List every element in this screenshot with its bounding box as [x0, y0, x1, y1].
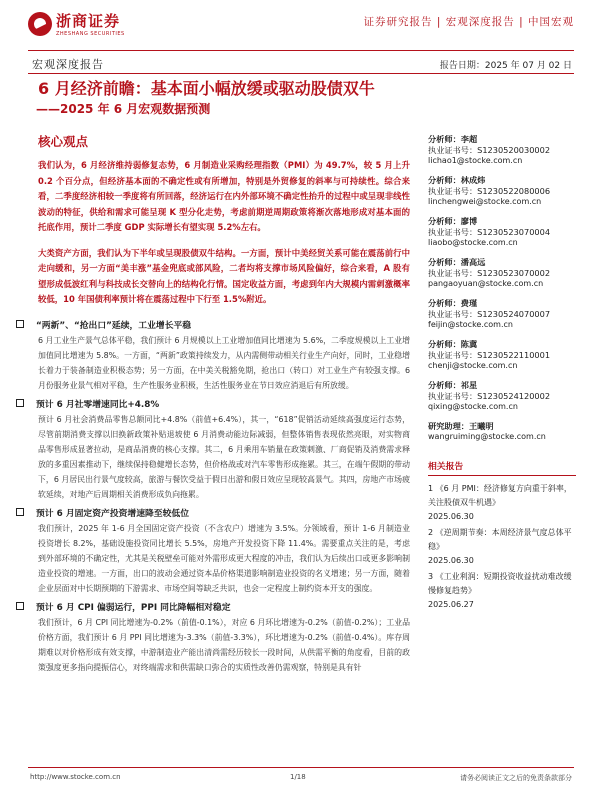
analyst-card — [428, 175, 576, 206]
related-report-item[interactable] — [428, 482, 576, 524]
analyst-email[interactable]: chenji@stocke.com.cn — [428, 361, 518, 370]
section-body: 预计 6 月社会消费品零售总额同比+4.8%（前值+6.4%），其一，“618”促销活动延续高强度运行态势，尽管前期消费支撑以旧换新政策补贴退坡使 6 月消费动能边际减弱，但整体销售表现依然亮眼，对实物商品零售形成显著拉动，是商品消费的核心支撑。其二，6 月乘用车销量在政策刺激、厂商促销及消费需求释放的多重因素推动下，继续保持稳健增长态势，但价格战或对汽车零售形成拖累。其三，在端午假期的带动下，6 月居民出行景气度较高，旅游与餐饮受益于假日出游和假日效应呈现较高景气。其四，房地产市场疲软延续，对地产后周期相关消费形成负向拖累。 — [38, 414, 410, 499]
page-title: 6 月经济前瞻：基本面小幅放缓或驱动股债双牛 — [38, 79, 375, 98]
section-heading: 预计 6 月社零增速同比+4.8% — [36, 399, 160, 410]
related-report-title[interactable]: 1 《6 月 PMI：经济修复方向重于斜率，关注股债双牛机遇》 — [428, 484, 572, 507]
analyst-cert: 执业证书号：S1230520030002 — [428, 145, 551, 155]
analyst-name: 分析师：祁星 — [428, 380, 478, 390]
analyst-name: 分析师：陈冀 — [428, 339, 478, 349]
related-report-date: 2025.06.27 — [428, 600, 474, 609]
core-views — [38, 158, 410, 308]
section-heading: 预计 6 月固定资产投资增速降至较低位 — [36, 508, 189, 519]
analyst-card — [428, 339, 576, 370]
checkbox-bullet-icon — [16, 508, 24, 516]
related-reports-list — [428, 482, 576, 612]
analyst-card — [428, 380, 576, 411]
related-report-item[interactable] — [428, 526, 576, 568]
analyst-card — [428, 298, 576, 329]
logo-mark-icon — [28, 12, 52, 36]
main-content — [38, 132, 410, 675]
checkbox-bullet-icon — [16, 320, 24, 328]
researcher-email[interactable]: wangruiming@stocke.com.cn — [428, 432, 546, 441]
report-type: 宏观深度报告 — [32, 58, 104, 71]
related-report-item[interactable] — [428, 570, 576, 612]
analyst-card — [428, 134, 576, 165]
analyst-name: 分析师：潘高远 — [428, 257, 486, 267]
checkbox-bullet-icon — [16, 602, 24, 610]
analyst-cert: 执业证书号：S1230524120002 — [428, 391, 551, 401]
analyst-cert: 执业证书号：S1230522110001 — [428, 350, 551, 360]
logo-subtext: ZHESHANG SECURITIES — [56, 31, 125, 37]
analyst-card — [428, 257, 576, 288]
analyst-cert: 执业证书号：S1230524070007 — [428, 309, 551, 319]
analyst-name: 分析师：林成炜 — [428, 175, 486, 185]
header-divider — [28, 50, 574, 51]
core-paragraph-1: 我们认为，6 月经济维持弱修复态势，6 月制造业采购经理指数（PMI）为 49.7%，较 5 月上升 0.2 个百分点，但经济基本面的不确定性或有所增加，特别是外贸修复的斜率与可持续性。综合来看，二季度经济相较一季度将有所回落，经济运行在内外部环境不确定性抬升的过程中或呈现非线性波动的特征，供给和需求可能呈现 K 型分化走势，考虑前期逆周期政策将渐次落地形成对基本面的托底作用，预计二季度 GDP 实际增长有望实现 5.2%左右。 — [38, 160, 410, 232]
core-heading: 核心观点 — [38, 134, 89, 149]
analyst-name: 分析师：费瑾 — [428, 298, 478, 308]
sidebar — [428, 134, 576, 614]
analyst-name: 分析师：李超 — [428, 134, 478, 144]
footer-disclaimer: 请务必阅读正文之后的免责条款部分 — [460, 774, 572, 782]
section-prices — [38, 600, 410, 675]
page-subtitle: ——2025 年 6 月宏观数据预测 — [36, 102, 211, 116]
subheader-divider — [28, 73, 574, 74]
section-investment — [38, 506, 410, 596]
related-reports-heading: 相关报告 — [428, 459, 576, 476]
footer-url[interactable]: http://www.stocke.com.cn — [30, 773, 121, 781]
core-paragraph-2: 大类资产方面，我们认为下半年或呈现股债双牛结构。一方面，预计中美经贸关系可能在震荡前行中走向缓和，另一方面“美丰涨”基金兜底或部风险，二者均将支撑市场风险偏好，综合来看，A 股有望形成低波红利与科技成长交替向上的结构化行情。国定收益方面，考虑到年内大规模内需刺激概率较低，10 年国债利率预计将在震荡过程中下行至 1.5%附近。 — [38, 247, 410, 304]
section-body: 我们预计，2025 年 1-6 月全国固定资产投资（不含农户）增速为 3.5%。分领域看，预计 1-6 月制造业投资增长 8.2%，基础设施投资同比增长 5.5%，房地产开发投资下降 11.4%。需要重点关注的是，考虑到外部环境的不确定性，尤其是关税壁垒可能对外需形成更大程度的冲击，我们认为后续出口或更多影响制造业投资的增速。一方面，出口的波动会通过资本品价格渠道影响制造业投资的名义增速；另一方面，随着企业层面对中长期预期的下游需求、市场空间等缺乏共识，也会一定程度上制约资本开支的强度。 — [38, 523, 410, 593]
analyst-card — [428, 216, 576, 247]
analyst-email[interactable]: pangaoyuan@stocke.com.cn — [428, 279, 544, 288]
section-retail — [38, 397, 410, 502]
breadcrumb: 证券研究报告 | 宏观深度报告 | 中国宏观 — [363, 16, 574, 28]
researcher-card — [428, 421, 576, 441]
related-report-date: 2025.06.30 — [428, 512, 474, 521]
related-report-title[interactable]: 2 《逆周期节奏：本周经济景气度总体平稳》 — [428, 528, 572, 551]
analyst-cert: 执业证书号：S1230523070004 — [428, 227, 551, 237]
section-industry — [38, 318, 410, 393]
analyst-email[interactable]: lichao1@stocke.com.cn — [428, 156, 523, 165]
analyst-email[interactable]: qixing@stocke.com.cn — [428, 402, 518, 411]
analyst-email[interactable]: feijin@stocke.com.cn — [428, 320, 513, 329]
section-body: 6 月工业生产景气总体平稳，我们预计 6 月规模以上工业增加值同比增速为 5.6%，二季度规模以上工业增加值同比增速为 5.8%。一方面，“两新”政策持续发力，从内需侧带动相关行业生产向好，同时，工业稳增长着力于装备制造业积极态势；另一方面，在中美关税豁免期，抢出口（转口）对工业生产有较强支撑。6 月份服务业景气相对平稳，生产性服务业积极，生活性服务业在节日效应消退后有所放缓。 — [38, 335, 410, 390]
section-heading: “两新”、“抢出口”延续，工业增长平稳 — [36, 320, 192, 331]
checkbox-bullet-icon — [16, 399, 24, 407]
company-logo — [28, 8, 158, 48]
researcher-name: 研究助理：王曦明 — [428, 421, 494, 431]
analyst-cert: 执业证书号：S1230522080006 — [428, 186, 551, 196]
page-number: 1/18 — [290, 773, 306, 781]
analyst-name: 分析师：廖博 — [428, 216, 478, 226]
logo-text: 浙商证券 — [56, 12, 121, 30]
report-date: 报告日期：2025 年 07 月 02 日 — [439, 61, 572, 71]
related-report-title[interactable]: 3 《工业利润：短期投资收益扰动难改缓慢修复趋势》 — [428, 572, 572, 595]
analyst-email[interactable]: linchengwei@stocke.com.cn — [428, 197, 542, 206]
analyst-cert: 执业证书号：S1230523070002 — [428, 268, 551, 278]
section-body: 我们预计，6 月 CPI 同比增速为-0.2%（前值-0.1%），对应 6 月环比增速为-0.2%（前值-0.2%）；工业品价格方面，我们预计 6 月 PPI 同比增速为-3.3%（前值-3.3%），环比增速为-0.2%（前值-0.4%）。库存周期难以对价格形成有效支撑，中游制造业产能出清尚需经历较长一段时间，从供需平衡的角度看，目前的政策强度更多指向提振信心，对终端需求和供需缺口弥合的实质性改善仍需观察，特别是具有针 — [38, 617, 410, 672]
related-report-date: 2025.06.30 — [428, 556, 474, 565]
footer-divider — [28, 767, 574, 768]
section-heading: 预计 6 月 CPI 偏弱运行，PPI 同比降幅相对稳定 — [36, 602, 231, 613]
analyst-email[interactable]: liaobo@stocke.com.cn — [428, 238, 518, 247]
